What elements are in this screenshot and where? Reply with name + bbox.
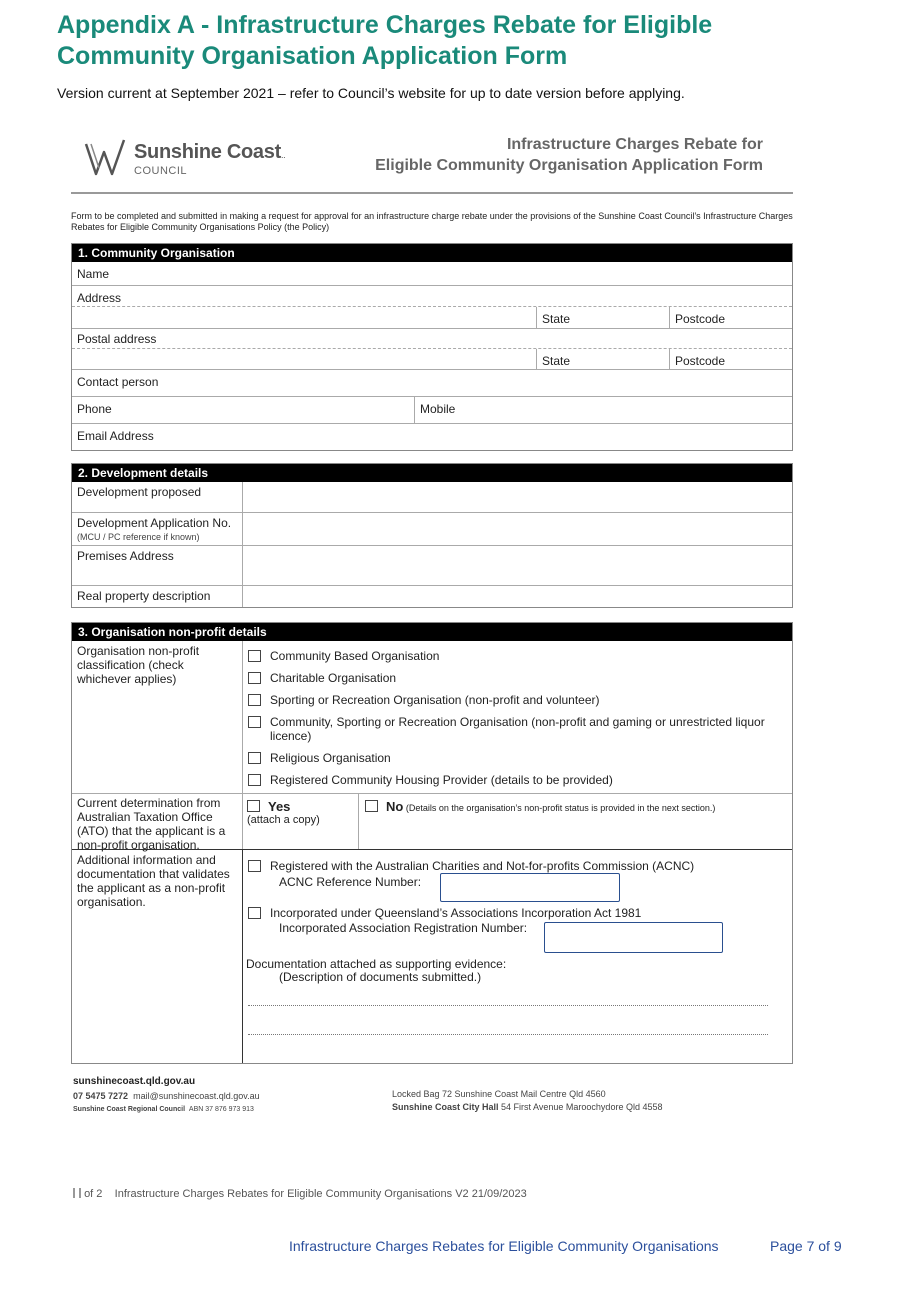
- checkbox[interactable]: [248, 650, 261, 662]
- address-field[interactable]: [72, 285, 792, 306]
- version-note: Version current at September 2021 – refer to Council’s website for up to date version before applying.: [57, 85, 685, 101]
- checkbox[interactable]: [248, 860, 261, 872]
- section1-heading: 1. Community Organisation: [72, 244, 792, 262]
- page-title: [57, 10, 857, 72]
- ato-no-note: (Details on the organisation’s non-profit status is provided in the next section.): [405, 803, 716, 813]
- footer-council-name: Sunshine Coast Regional Council: [73, 1106, 186, 1113]
- ato-yes-cell: [243, 794, 359, 849]
- inc-ref-label: Incorporated Association Registration Number:: [279, 921, 528, 935]
- footer-city-hall: Sunshine Coast City Hall 54 First Avenue Maroochydore Qld 4558: [392, 1102, 663, 1112]
- acnc-ref-label: ACNC Reference Number:: [279, 875, 422, 889]
- checkbox[interactable]: [248, 694, 261, 706]
- email-label: Email Address: [77, 429, 154, 443]
- incorporated-option[interactable]: Incorporated under Queensland’s Associations Incorporation Act 1981: [243, 906, 641, 920]
- footer-email[interactable]: mail@sunshinecoast.qld.gov.au: [133, 1091, 260, 1101]
- email-field[interactable]: [72, 423, 792, 450]
- ato-yes-note: (attach a copy): [247, 814, 320, 826]
- development-proposed-label: Development proposed: [72, 482, 243, 512]
- contact-person-field[interactable]: [72, 369, 792, 396]
- docs-line-1[interactable]: [248, 1005, 768, 1006]
- checkbox[interactable]: [248, 672, 261, 684]
- inc-ref-input[interactable]: [544, 922, 723, 953]
- page-marker-icon: [73, 1188, 81, 1198]
- form-title-line1: Infrastructure Charges Rebate for: [506, 136, 763, 153]
- option-charitable[interactable]: Charitable Organisation: [243, 671, 792, 685]
- header-divider: [71, 192, 793, 194]
- footer-phone: 07 5475 7272: [73, 1091, 129, 1101]
- docs-note: (Description of documents submitted.): [279, 970, 482, 984]
- real-property-input[interactable]: [243, 586, 792, 607]
- form-title: [375, 134, 763, 176]
- additional-info-row: [72, 849, 792, 1063]
- form-title-line2: Eligible Community Organisation Application Form: [375, 157, 763, 174]
- da-number-row: [72, 512, 792, 545]
- state-label: State: [542, 354, 571, 368]
- ato-no-option[interactable]: No (Details on the organisation’s non-profit status is provided in the next section.): [365, 799, 715, 814]
- acnc-ref-input[interactable]: [440, 873, 620, 902]
- da-number-input[interactable]: [243, 513, 792, 545]
- option-sporting-recreation[interactable]: Sporting or Recreation Organisation (non-profit and volunteer): [243, 693, 792, 707]
- footer-abn: ABN 37 876 973 913: [188, 1106, 254, 1113]
- ato-label: Current determination from Australian Taxation Office (ATO) that the applicant is a non-profit organisation.: [72, 794, 243, 849]
- ato-row: [72, 793, 792, 852]
- additional-info-label: Additional information and documentation that validates the applicant as a non-profit organisation.: [72, 850, 243, 1063]
- postal-address-label: Postal address: [77, 332, 157, 346]
- docs-line-2[interactable]: [248, 1034, 768, 1035]
- section-community-organisation: [71, 243, 793, 451]
- page-title-line1: Appendix A - Infrastructure Charges Rebate for Eligible: [57, 11, 713, 39]
- council-logo: [82, 134, 312, 184]
- additional-info-content: [242, 850, 792, 1063]
- logo-council: COUNCIL: [134, 165, 188, 177]
- postcode-label: Postcode: [675, 312, 726, 326]
- docs-label: Documentation attached as supporting evidence:: [246, 957, 507, 971]
- form-page-line: [73, 1188, 527, 1200]
- ato-options: [243, 794, 792, 849]
- real-property-row: [72, 585, 792, 607]
- section-development-details: [71, 463, 793, 608]
- classification-row: [72, 641, 792, 793]
- ato-yes-option[interactable]: Yes: [247, 799, 354, 814]
- classification-options: [243, 641, 792, 793]
- council-address-footer: [392, 1088, 662, 1114]
- section-non-profit-details: [71, 622, 793, 1064]
- logo-brand: Sunshine Coast..: [134, 141, 286, 163]
- checkbox[interactable]: [247, 800, 260, 812]
- postal-state-row: [72, 348, 792, 369]
- postcode-label: Postcode: [675, 354, 726, 368]
- checkbox[interactable]: [248, 774, 261, 786]
- premises-address-input[interactable]: [243, 546, 792, 585]
- name-field[interactable]: [72, 262, 792, 285]
- checkbox[interactable]: [248, 752, 261, 764]
- checkbox[interactable]: [248, 907, 261, 919]
- page-title-line2: Community Organisation Application Form: [57, 42, 568, 70]
- address-label: Address: [77, 291, 122, 305]
- phone-row: [72, 396, 792, 423]
- name-label: Name: [77, 267, 110, 281]
- da-number-label: Development Application No. (MCU / PC reference if known): [72, 513, 243, 545]
- development-proposed-row: [72, 482, 792, 512]
- form-page-of: of 2: [84, 1188, 103, 1200]
- postal-state-field[interactable]: [536, 349, 571, 369]
- development-proposed-input[interactable]: [243, 482, 792, 512]
- footer-website[interactable]: sunshinecoast.qld.gov.au: [73, 1076, 196, 1087]
- da-number-note: (MCU / PC reference if known): [77, 532, 200, 542]
- address-postcode-field[interactable]: [669, 307, 726, 328]
- form-intro: Form to be completed and submitted in making a request for approval for an infrastructure charge rebate under the provisions of the Sunshine Coast Council’s Infrastructure Charges Rebates for Eligible Community Organisations Policy (the Policy): [71, 211, 793, 232]
- document-title-footer: Infrastructure Charges Rebates for Eligible Community Organisations: [289, 1238, 719, 1254]
- mobile-field[interactable]: [414, 397, 456, 423]
- acnc-option[interactable]: Registered with the Australian Charities and Not-for-profits Commission (ACNC): [243, 859, 694, 873]
- phone-field[interactable]: [72, 397, 414, 423]
- section3-heading: 3. Organisation non-profit details: [72, 623, 792, 641]
- postal-address-field[interactable]: [72, 328, 792, 348]
- footer-contact: [73, 1090, 260, 1103]
- address-state-row: [72, 306, 792, 328]
- option-community-housing[interactable]: Registered Community Housing Provider (details to be provided): [243, 773, 792, 787]
- postal-postcode-field[interactable]: [669, 349, 726, 369]
- section2-heading: 2. Development details: [72, 464, 792, 482]
- council-contact-footer: [73, 1075, 260, 1116]
- premises-address-label: Premises Address: [72, 546, 243, 585]
- state-label: State: [542, 312, 571, 326]
- contact-person-label: Contact person: [77, 375, 159, 389]
- checkbox[interactable]: [365, 800, 378, 812]
- option-religious[interactable]: Religious Organisation: [243, 751, 792, 765]
- mobile-label: Mobile: [420, 402, 456, 416]
- address-state-field[interactable]: [536, 307, 571, 328]
- sunshine-coast-logo-icon: [82, 134, 130, 182]
- checkbox[interactable]: [248, 716, 261, 728]
- option-community-gaming-liquor[interactable]: Community, Sporting or Recreation Organisation (non-profit and gaming or unrestricted liquor licence): [243, 715, 792, 743]
- form-page-text: Infrastructure Charges Rebates for Eligible Community Organisations V2 21/09/2023: [114, 1188, 527, 1200]
- classification-label: Organisation non-profit classification (check whichever applies): [72, 641, 243, 793]
- page-number: Page 7 of 9: [770, 1238, 842, 1254]
- real-property-label: Real property description: [72, 586, 243, 607]
- footer-mail-address: Locked Bag 72 Sunshine Coast Mail Centre Qld 4560: [392, 1089, 606, 1099]
- footer-council: [73, 1103, 260, 1116]
- option-community-based[interactable]: Community Based Organisation: [243, 649, 792, 663]
- phone-label: Phone: [77, 402, 112, 416]
- premises-address-row: [72, 545, 792, 585]
